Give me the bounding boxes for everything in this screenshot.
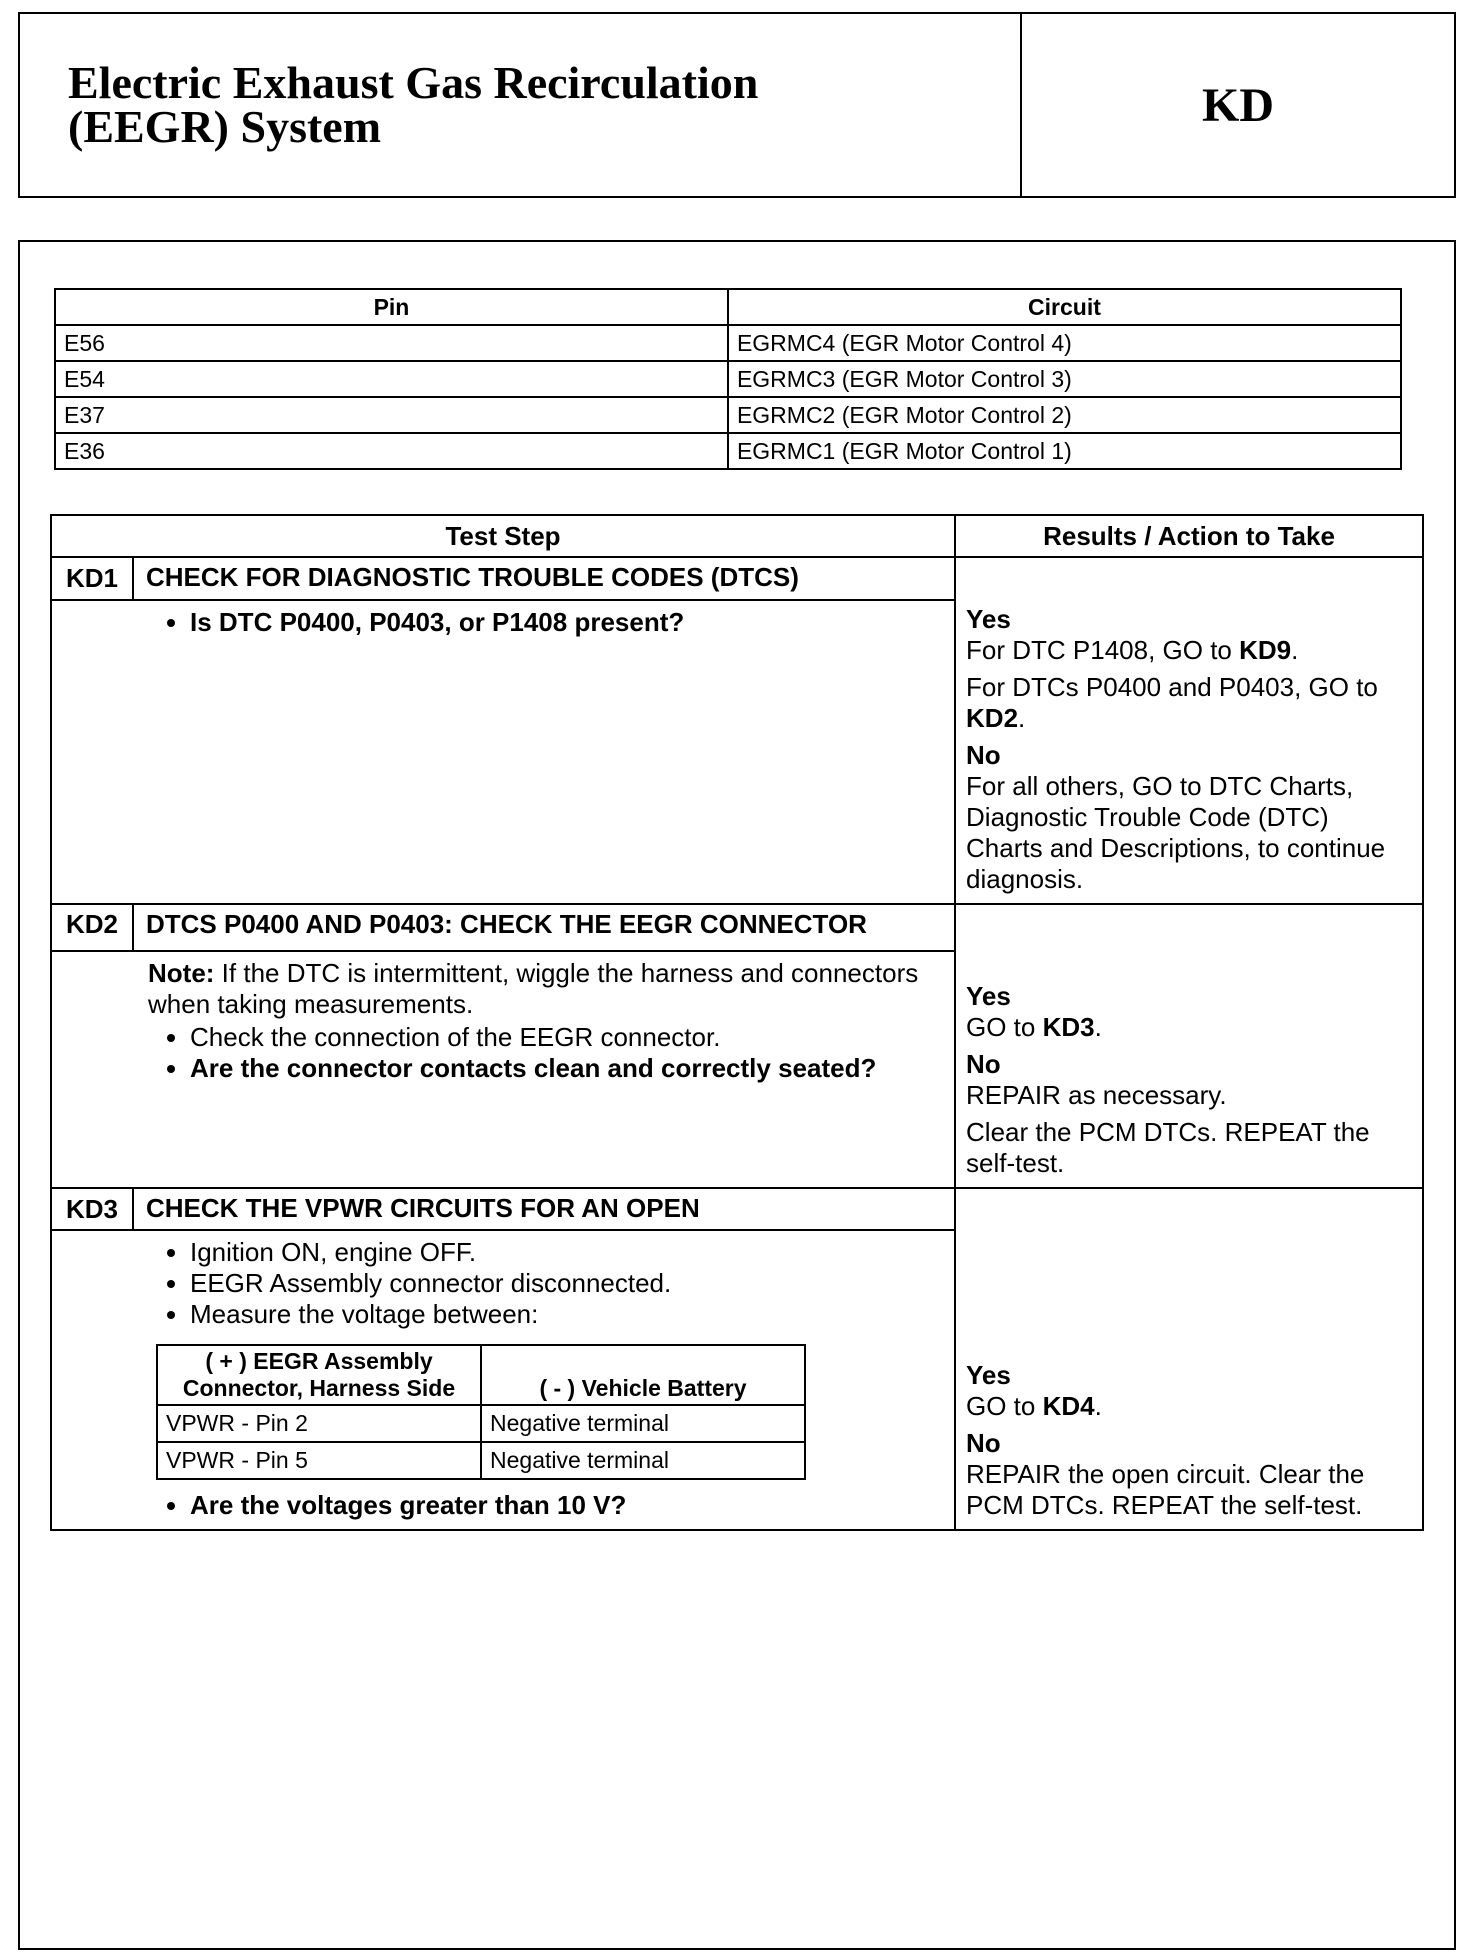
kd1-yes-line2: For DTCs P0400 and P0403, GO to KD2.: [966, 672, 1378, 733]
measurement-table: [156, 1344, 806, 1480]
kd1-title-row: [51, 557, 1423, 600]
test-step-header: Test Step: [51, 515, 955, 557]
kd3-code: KD3: [51, 1188, 133, 1230]
pin-table-header-row: [55, 289, 1401, 325]
kd1-no-text: For all others, GO to DTC Charts, Diagnostic Trouble Code (DTC) Charts and Descriptions, to continue diagnosis.: [966, 771, 1386, 894]
kd3-bullet-3: • Measure the voltage between:: [190, 1299, 942, 1330]
kd1-code: KD1: [51, 557, 133, 600]
kd2-results: [955, 904, 1423, 1188]
table-row: [157, 1442, 805, 1479]
kd2-yes-line: GO to KD3.: [966, 1012, 1102, 1042]
pin-cell: E37: [55, 397, 728, 433]
kd1-yes-line2-code: KD2: [966, 703, 1019, 733]
pin-table: [54, 288, 1402, 470]
title-line-1: Electric Exhaust Gas Recirculation: [68, 57, 759, 108]
kd1-body: [51, 600, 955, 904]
kd2-title-row: [51, 904, 1423, 951]
circuit-cell: EGRMC1 (EGR Motor Control 1): [728, 433, 1401, 469]
kd1-yes-label: Yes: [966, 604, 1011, 634]
kd1-question: • Is DTC P0400, P0403, or P1408 present?: [190, 607, 942, 638]
page-title: [20, 14, 1022, 196]
kd3-yes-label: Yes: [966, 1360, 1011, 1390]
kd3-body: [51, 1230, 955, 1530]
table-row: [55, 397, 1401, 433]
kd2-question: • Are the connector contacts clean and correctly seated?: [190, 1053, 942, 1084]
meas-cell: Negative terminal: [481, 1442, 805, 1479]
kd2-no-label: No: [966, 1049, 1001, 1079]
test-steps-table: [50, 514, 1424, 1531]
pin-cell: E56: [55, 325, 728, 361]
kd2-code: KD2: [51, 904, 133, 951]
kd2-note-text: If the DTC is intermittent, wiggle the harness and connectors when taking measurements.: [148, 958, 919, 1020]
kd3-bullet-2: • EEGR Assembly connector disconnected.: [190, 1268, 942, 1299]
kd2-no-line1: REPAIR as necessary.: [966, 1080, 1227, 1110]
kd2-title: DTCS P0400 AND P0403: CHECK THE EEGR CONNECTOR: [133, 904, 955, 951]
kd2-yes-label: Yes: [966, 981, 1011, 1011]
circuit-header: Circuit: [728, 289, 1401, 325]
kd3-yes-code: KD4: [1042, 1391, 1095, 1421]
meas-header-positive: ( + ) EEGR Assembly Connector, Harness Side: [157, 1345, 481, 1405]
kd1-yes-line1-text: For DTC P1408, GO to: [966, 635, 1232, 665]
meas-cell: Negative terminal: [481, 1405, 805, 1442]
kd3-title-row: [51, 1188, 1423, 1230]
kd3-yes-text: GO to: [966, 1391, 1036, 1421]
kd3-question: • Are the voltages greater than 10 V?: [190, 1490, 942, 1521]
kd3-yes-line: GO to KD4.: [966, 1391, 1102, 1421]
meas-cell: VPWR - Pin 5: [157, 1442, 481, 1479]
title-line-2: (EEGR) System: [68, 101, 382, 152]
circuit-cell: EGRMC4 (EGR Motor Control 4): [728, 325, 1401, 361]
kd3-question-list: [148, 1490, 942, 1521]
note-label: Note:: [148, 958, 215, 989]
kd2-yes-text: GO to: [966, 1012, 1036, 1042]
meas-header-negative: ( - ) Vehicle Battery: [481, 1345, 805, 1405]
kd3-no-label: No: [966, 1428, 1001, 1458]
kd2-yes-code: KD3: [1042, 1012, 1095, 1042]
kd1-no-label: No: [966, 740, 1001, 770]
steps-header-row: [51, 515, 1423, 557]
measurement-header-row: [157, 1345, 805, 1405]
kd2-body: [51, 951, 955, 1188]
kd1-results: [955, 557, 1423, 904]
page-header: [18, 12, 1456, 198]
pin-cell: E54: [55, 361, 728, 397]
table-row: [157, 1405, 805, 1442]
kd1-bullets: [148, 607, 942, 638]
content-frame: [18, 240, 1456, 1950]
results-header: Results / Action to Take: [955, 515, 1423, 557]
pin-header: Pin: [55, 289, 728, 325]
table-row: [55, 361, 1401, 397]
kd2-note: [148, 958, 942, 1020]
section-code: KD: [1202, 78, 1274, 132]
kd3-no-text: REPAIR the open circuit. Clear the PCM DTCs. REPEAT the self-test.: [966, 1459, 1365, 1520]
kd3-title: CHECK THE VPWR CIRCUITS FOR AN OPEN: [133, 1188, 955, 1230]
kd1-title: CHECK FOR DIAGNOSTIC TROUBLE CODES (DTCS): [133, 557, 955, 600]
pin-cell: E36: [55, 433, 728, 469]
kd3-bullet-1: • Ignition ON, engine OFF.: [190, 1237, 942, 1268]
kd1-yes-line1-code: KD9: [1239, 635, 1292, 665]
kd2-no-line2: Clear the PCM DTCs. REPEAT the self-test.: [966, 1117, 1370, 1178]
kd2-bullets: [148, 1022, 942, 1084]
kd2-bullet-1: • Check the connection of the EEGR connector.: [190, 1022, 942, 1053]
kd1-yes-line2-text: For DTCs P0400 and P0403, GO to: [966, 672, 1378, 702]
table-row: [55, 433, 1401, 469]
circuit-cell: EGRMC3 (EGR Motor Control 3): [728, 361, 1401, 397]
circuit-cell: EGRMC2 (EGR Motor Control 2): [728, 397, 1401, 433]
kd1-yes-line1: For DTC P1408, GO to KD9.: [966, 635, 1299, 665]
table-row: [55, 325, 1401, 361]
kd3-bullets: [148, 1237, 942, 1330]
kd3-results: [955, 1188, 1423, 1530]
meas-cell: VPWR - Pin 2: [157, 1405, 481, 1442]
